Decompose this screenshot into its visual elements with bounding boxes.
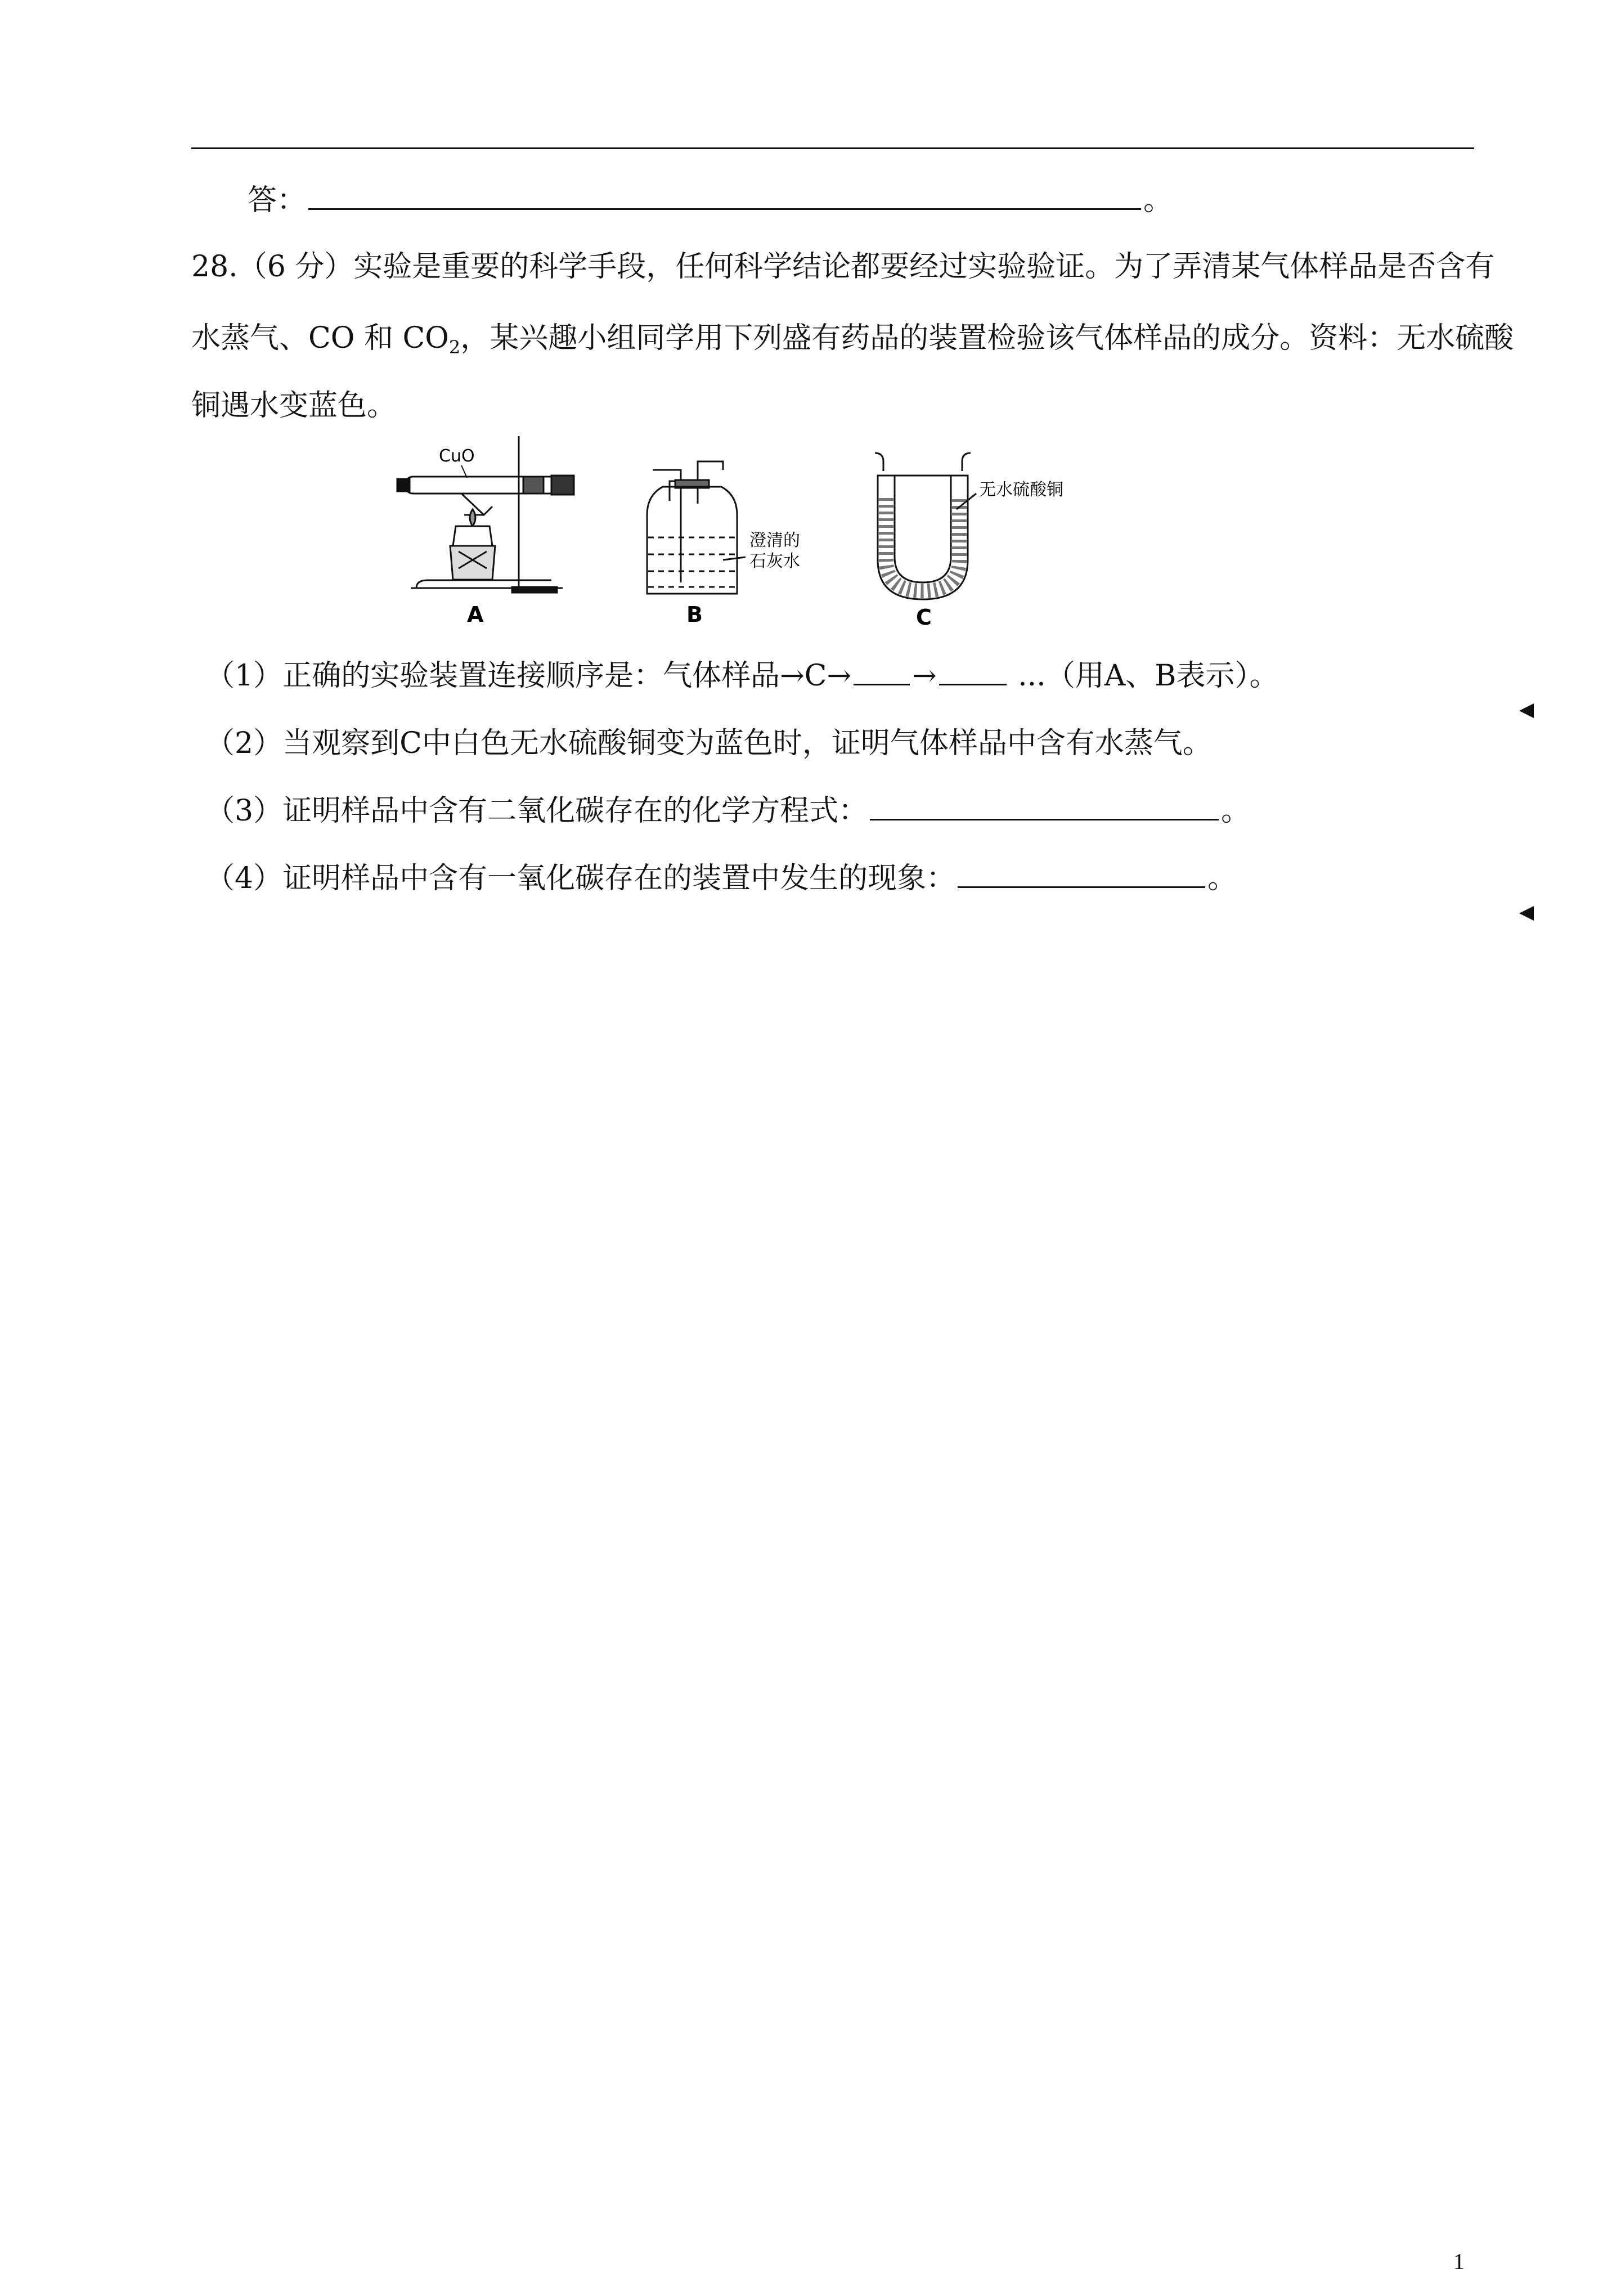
q28-line-2-a: 水蒸气、CO 和 CO (191, 321, 449, 355)
answer-label: 答： (248, 183, 307, 217)
b-reagent-1: 澄清的 (749, 531, 800, 550)
c-label: C (916, 605, 932, 630)
page-number: 1 (1453, 2249, 1465, 2274)
sub4-blank[interactable] (958, 886, 1205, 888)
q28-line-2-b: ，某兴趣小组同学用下列盛有药品的装置检验该气体样品的成分。资料：无水硫酸 (460, 321, 1514, 355)
apparatus-b (647, 461, 746, 594)
sub3-blank[interactable] (870, 819, 1219, 820)
sub3-end: 。 (1221, 794, 1251, 828)
answer-end: 。 (1143, 183, 1173, 217)
apparatus-figure (394, 430, 1170, 633)
sub1-line (205, 659, 1279, 693)
apparatus-a (397, 436, 574, 593)
q28-line-1: 28.（6 分）实验是重要的科学手段，任何科学结论都要经过实验验证。为了弄清某气体样品是否含有 (191, 250, 1495, 284)
sub4-line (205, 864, 1237, 893)
answer-blank[interactable] (308, 208, 1141, 210)
a-label: A (467, 602, 484, 627)
b-label: B (686, 602, 703, 627)
header-rule (191, 147, 1474, 149)
sub4-text: （4）证明样品中含有一氧化碳存在的装置中发生的现象： (205, 862, 956, 895)
margin-marker-icon (1519, 906, 1534, 921)
sub2-line: （2）当观察到C中白色无水硫酸铜变为蓝色时，证明气体样品中含有水蒸气。 (205, 727, 1212, 760)
apparatus-c (875, 453, 976, 599)
b-reagent-2: 石灰水 (749, 551, 800, 571)
q28-line-3: 铜遇水变蓝色。 (191, 389, 397, 423)
sub1-end: ...（用A、B表示）。 (1008, 659, 1279, 693)
sub3-line (205, 796, 1250, 826)
c-reagent: 无水硫酸铜 (979, 480, 1063, 500)
a-reagent: CuO (439, 446, 475, 466)
margin-marker-icon (1519, 703, 1534, 718)
sub1-blank-2[interactable] (939, 684, 1007, 685)
answer-line (248, 183, 1173, 217)
sub1-arrow: → (912, 659, 937, 693)
sub3-text: （3）证明样品中含有二氧化碳存在的化学方程式： (205, 794, 868, 828)
sub1-text: （1）正确的实验装置连接顺序是：气体样品→C→ (205, 659, 852, 693)
sub1-blank-1[interactable] (854, 684, 910, 685)
q28-line-2 (191, 321, 1514, 358)
sub4-end: 。 (1207, 862, 1237, 895)
co2-subscript: 2 (448, 337, 461, 358)
